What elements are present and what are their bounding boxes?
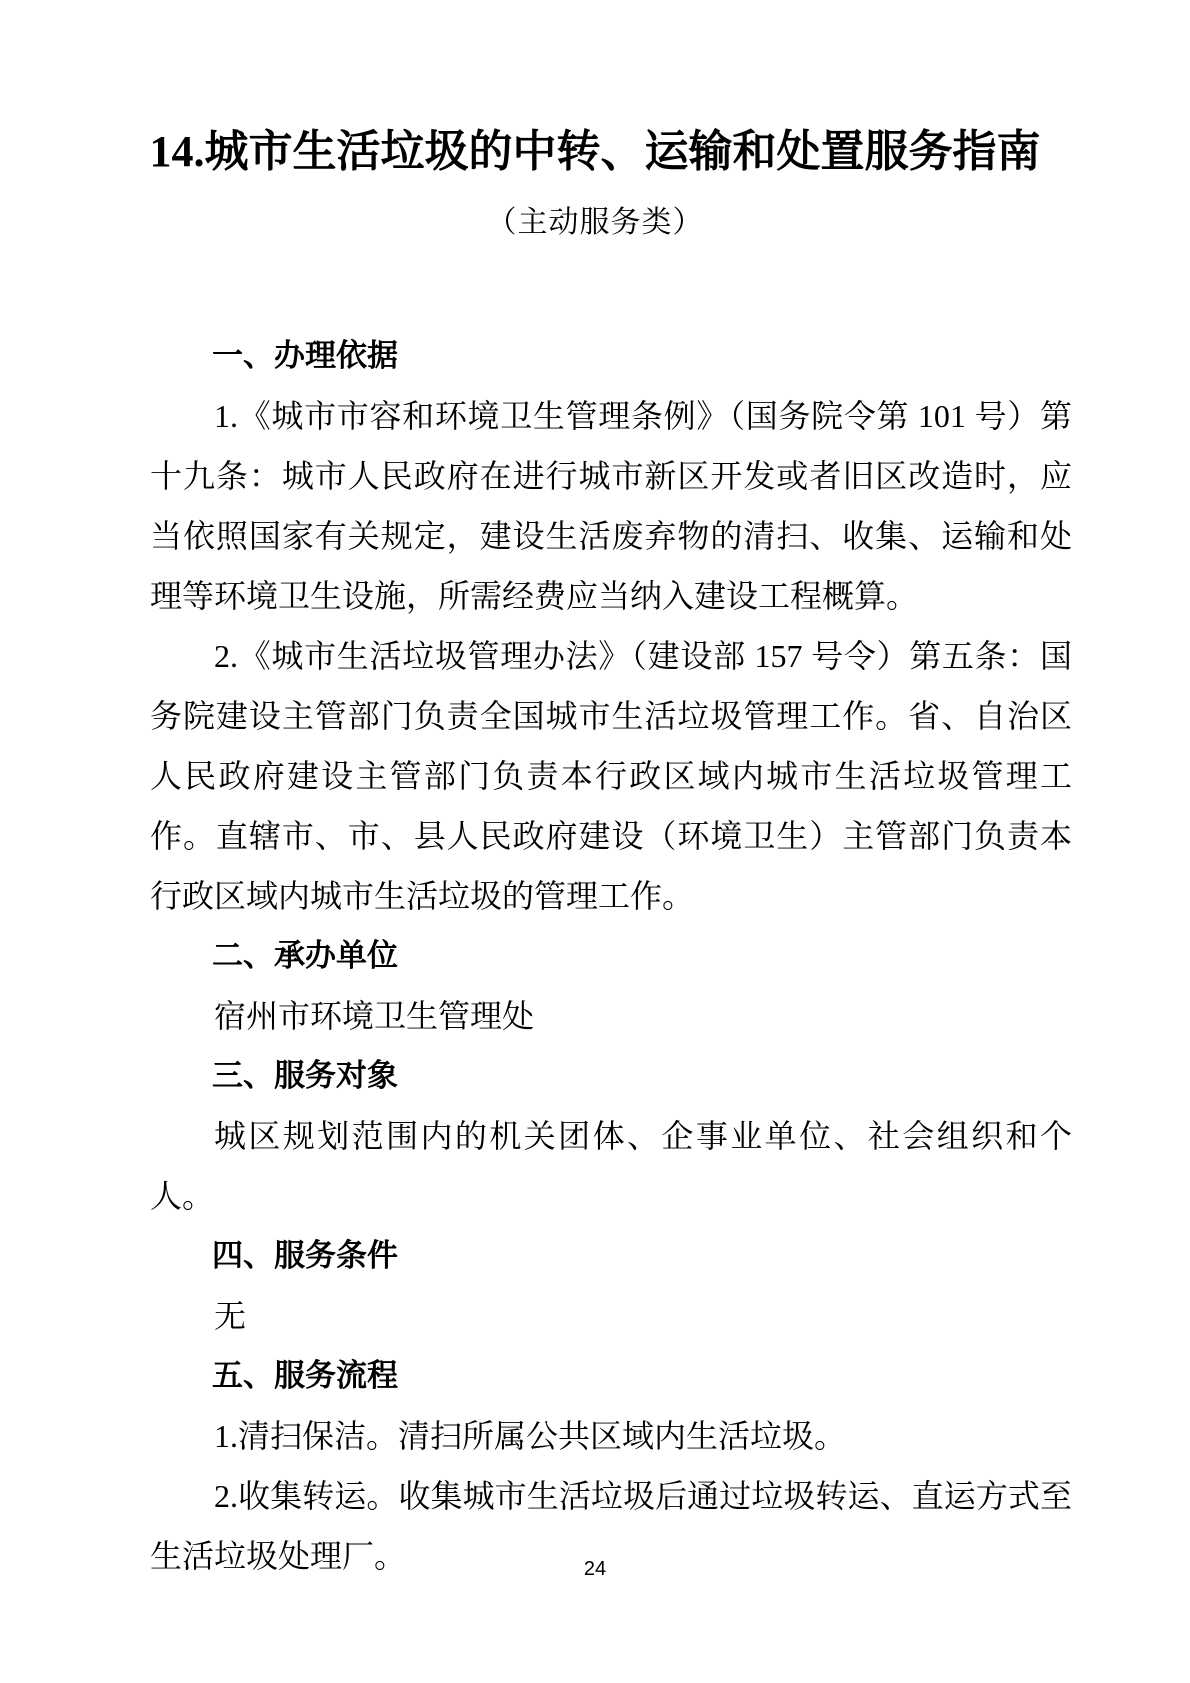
paragraph-undertaking-unit: 宿州市环境卫生管理处 bbox=[214, 998, 535, 1034]
document-title: 14.城市生活垃圾的中转、运输和处置服务指南 bbox=[149, 127, 1041, 176]
document-subtitle: （主动服务类） bbox=[486, 206, 704, 239]
section-heading-service-target: 三、服务对象 bbox=[212, 1058, 398, 1093]
paragraph-basis-2: 2.《城市生活垃圾管理办法》（建设部 157 号令）第五条：国务院建设主管部门负责全国城市生活垃圾管理工作。省、自治区人民政府建设主管部门负责本行政区域内城市生活垃圾管理工作。直辖市、市、县人民政府建设（环境卫生）主管部门负责本行政区域内城市生活垃圾的管理工作。 bbox=[150, 638, 1072, 914]
paragraph-basis-1: 1.《城市市容和环境卫生管理条例》（国务院令第 101 号）第十九条：城市人民政府在进行城市新区开发或者旧区改造时，应当依照国家有关规定，建设生活废弃物的清扫、收集、运输和处理等环境卫生设施，所需经费应当纳入建设工程概算。 bbox=[150, 398, 1072, 614]
section-heading-service-conditions: 四、服务条件 bbox=[212, 1238, 398, 1273]
section-heading-service-process: 五、服务流程 bbox=[212, 1358, 398, 1393]
document-body bbox=[150, 326, 1072, 1586]
paragraph-service-process-2: 2.收集转运。收集城市生活垃圾后通过垃圾转运、直运方式至生活垃圾处理厂。 bbox=[150, 1478, 1072, 1574]
paragraph-service-conditions: 无 bbox=[214, 1298, 247, 1334]
page-number: 24 bbox=[583, 1558, 607, 1580]
section-heading-basis: 一、办理依据 bbox=[212, 338, 398, 373]
section-heading-undertaking-unit: 二、承办单位 bbox=[212, 938, 398, 973]
paragraph-service-target: 城区规划范围内的机关团体、企事业单位、社会组织和个人。 bbox=[150, 1118, 1072, 1214]
paragraph-service-process-1: 1.清扫保洁。清扫所属公共区域内生活垃圾。 bbox=[214, 1418, 847, 1454]
